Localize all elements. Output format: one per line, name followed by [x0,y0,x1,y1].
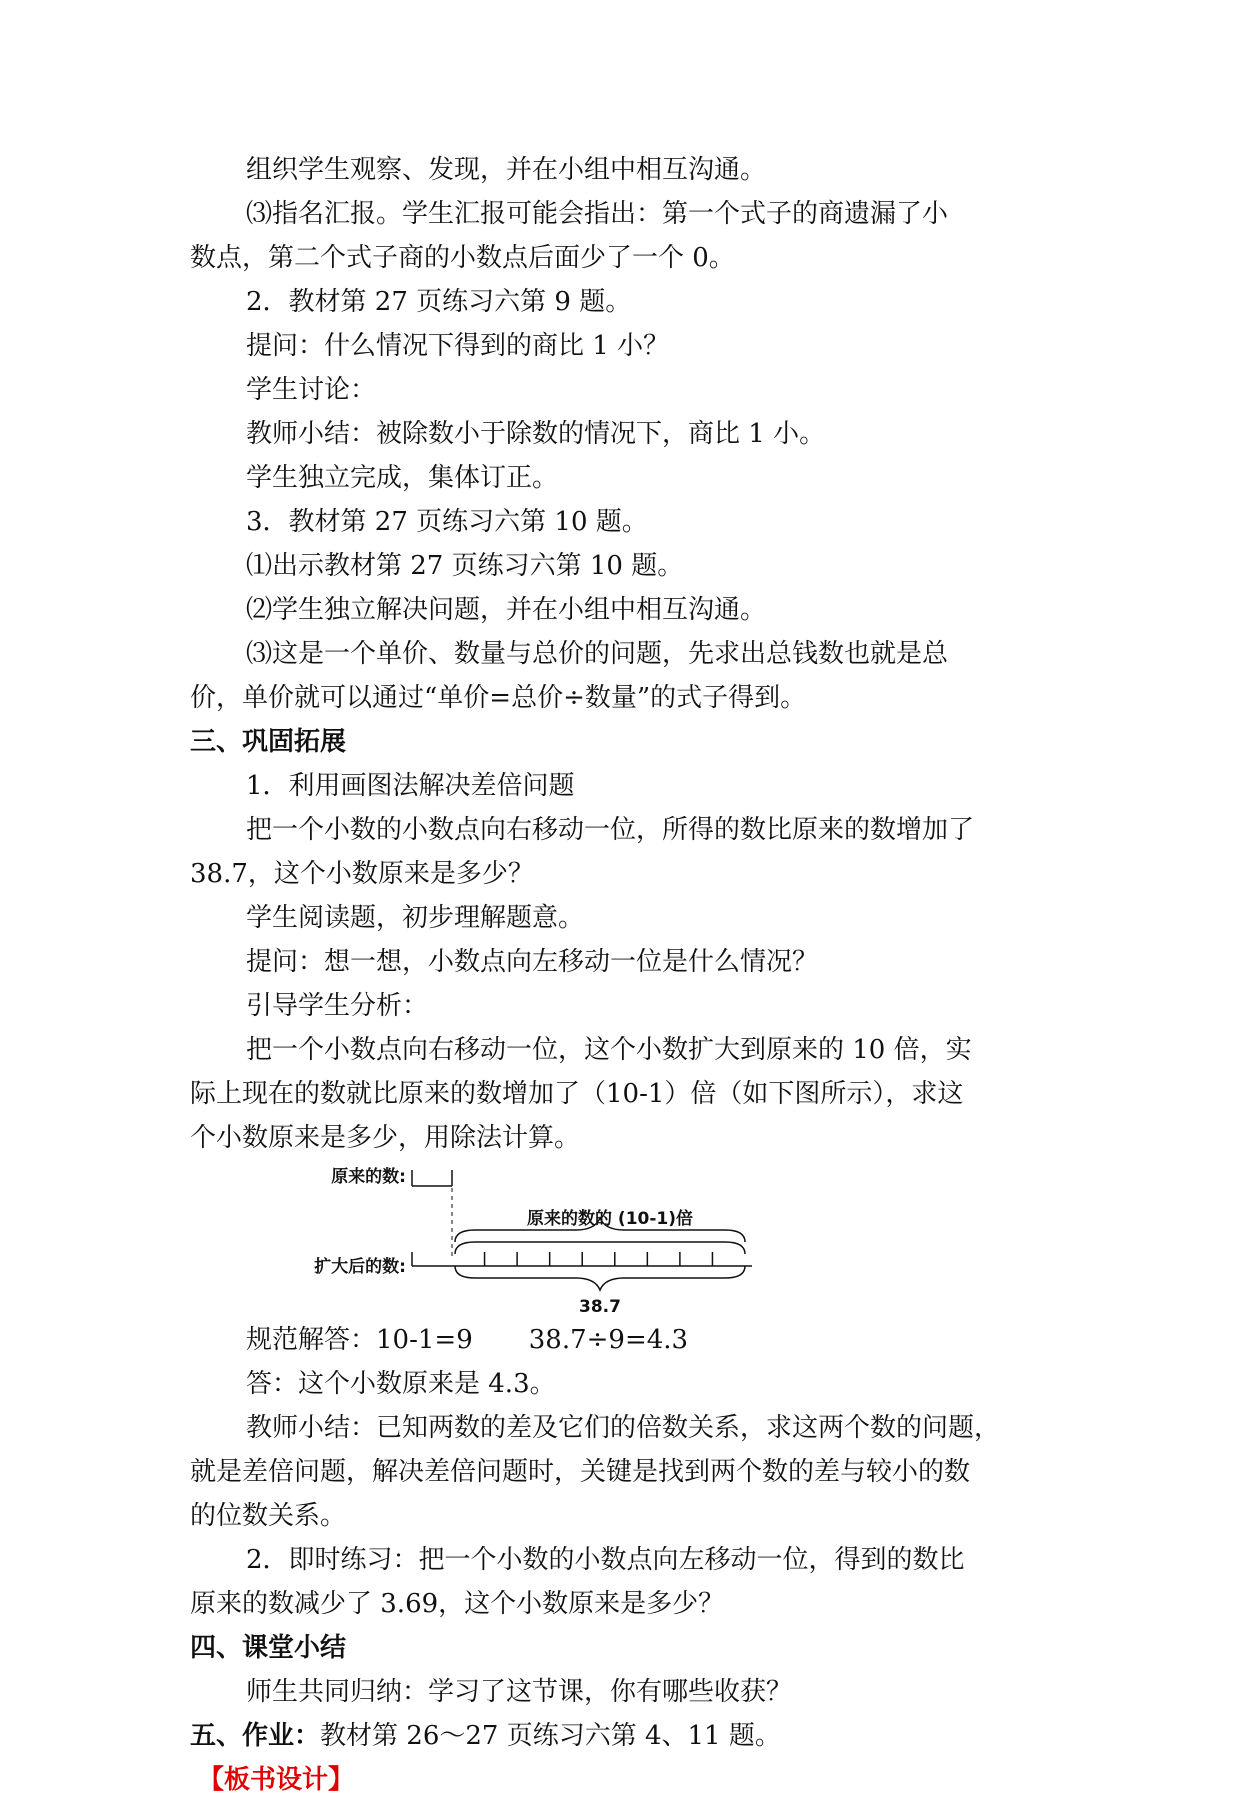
text-line: 2．即时练习：把一个小数的小数点向左移动一位，得到的数比 [246,1545,965,1575]
answer-line [190,1318,1060,1362]
text-line: 2．教材第 27 页练习六第 9 题。 [246,287,632,317]
text-line: 学生阅读题，初步理解题意。 [246,903,585,933]
text-line: 际上现在的数就比原来的数增加了（10-1）倍（如下图所示），求这 [190,1079,964,1109]
text-line: 就是差倍问题，解决差倍问题时，关键是找到两个数的差与较小的数 [190,1457,971,1487]
segment-ticks [485,1252,713,1266]
document-page [190,148,1060,1802]
text-line: 教师小结：被除数小于除数的情况下，商比 1 小。 [246,419,826,449]
homework-text: 教材第 26～27 页练习六第 4、11 题。 [320,1721,781,1751]
label-bottom: 38.7 [579,1297,621,1317]
text-line: 引导学生分析： [246,991,429,1021]
text-line: ⑵学生独立解决问题，并在小组中相互沟通。 [246,595,767,625]
label-top: 原来的数的 (10-1)倍 [527,1209,693,1229]
text-line: 答：这个小数原来是 4.3。 [246,1369,556,1399]
bottom-brace [455,1266,745,1290]
diagram-svg [190,1160,1060,1318]
label-enlarged: 扩大后的数: [314,1257,406,1277]
answer-part1: 规范解答：10-1=9 [246,1325,473,1355]
text-line: 学生独立完成，集体订正。 [246,463,559,493]
text-line: 把一个小数点向右移动一位，这个小数扩大到原来的 10 倍，实 [246,1035,972,1065]
text-line: 把一个小数的小数点向右移动一位，所得的数比原来的数增加了 [246,815,975,845]
text-line: ⑴出示教材第 27 页练习六第 10 题。 [246,551,684,581]
text-line: 1．利用画图法解决差倍问题 [246,771,575,801]
text-line: 的位数关系。 [190,1501,347,1531]
text-line: 原来的数减少了 3.69，这个小数原来是多少？ [190,1589,725,1619]
text-line: 价，单价就可以通过“单价=总价÷数量”的式子得到。 [190,683,807,713]
text-line: 学生讨论： [246,375,377,405]
text-line: 师生共同归纳：学习了这节课，你有哪些收获？ [246,1677,793,1707]
text-line: ⑶指名汇报。学生汇报可能会指出：第一个式子的商遗漏了小 [246,199,949,229]
text-line: 数点，第二个式子商的小数点后面少了一个 0。 [190,243,735,273]
text-line: ⑶这是一个单价、数量与总价的问题，先求出总钱数也就是总 [246,639,949,669]
section-heading: 三、巩固拓展 [190,727,347,757]
section-heading: 五、作业： [190,1721,321,1751]
text-line: 教师小结：已知两数的差及它们的倍数关系，求这两个数的问题， [246,1413,1001,1443]
text-line: 38.7，这个小数原来是多少？ [190,859,534,889]
text-line: 个小数原来是多少，用除法计算。 [190,1123,581,1153]
section-heading: 四、课堂小结 [190,1633,347,1663]
board-design-heading: 【板书设计】 [198,1765,355,1795]
text-line: 3．教材第 27 页练习六第 10 题。 [246,507,648,537]
text-line: 提问：什么情况下得到的商比 1 小？ [246,331,670,361]
upper-bracket [455,1242,745,1254]
answer-part2: 38.7÷9=4.3 [528,1325,689,1355]
homework-line [190,1714,1060,1758]
line-segment-diagram [190,1160,1060,1318]
text-line: 提问：想一想，小数点向左移动一位是什么情况？ [246,947,819,977]
text-line: 组织学生观察、发现，并在小组中相互沟通。 [246,155,767,185]
label-original: 原来的数: [331,1167,406,1187]
